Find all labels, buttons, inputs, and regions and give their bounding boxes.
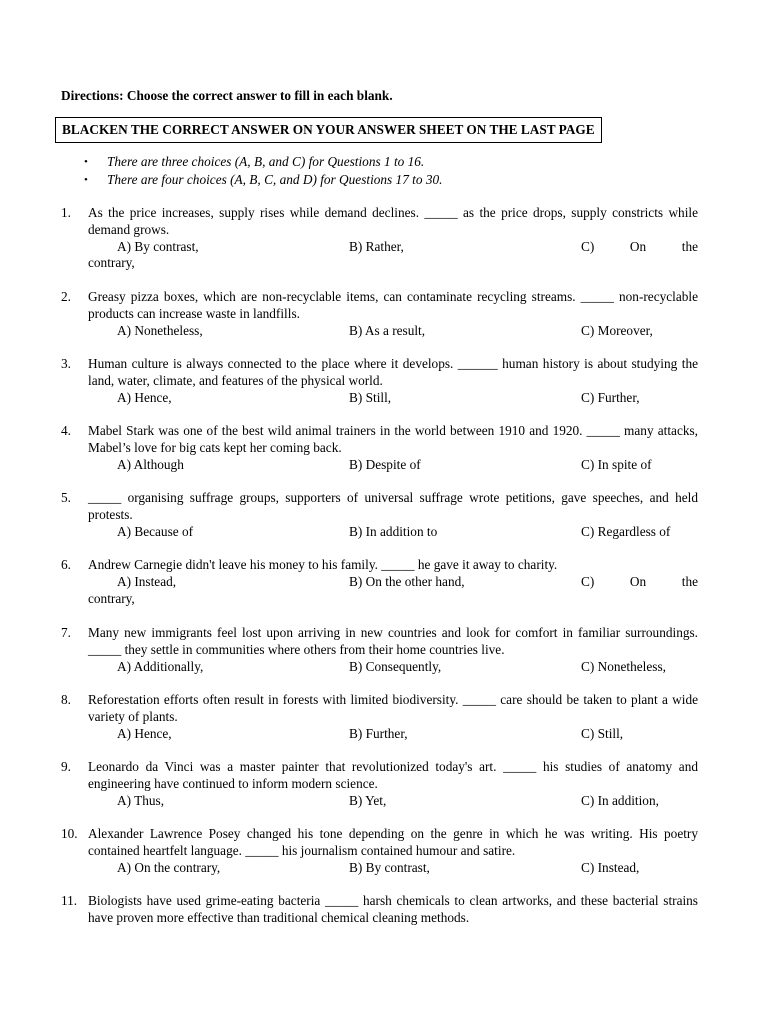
option-b[interactable]: B) Further, (349, 725, 408, 741)
option-c[interactable]: C) Instead, (581, 859, 640, 875)
option-a[interactable]: A) Thus, (117, 792, 165, 808)
question-stem: Alexander Lawrence Posey changed his tone depending on the genre in which he was writing. His poetry contained heartfelt language. _____ his journalism contained humour and satire. (88, 826, 698, 858)
instruction-item (84, 172, 442, 190)
answer-options (88, 726, 698, 743)
question-stem: Andrew Carnegie didn't leave his money to his family. _____ he gave it away to charity. (88, 557, 558, 572)
instruction-text: There are four choices (A, B, C, and D) for Questions 17 to 30. (107, 171, 443, 187)
question-5 (61, 490, 698, 540)
answer-options (88, 390, 698, 407)
question-stem: Reforestation efforts often result in forests with limited biodiversity. _____ care should be taken to plant a wide variety of plants. (88, 692, 698, 724)
option-a[interactable]: A) Although (117, 456, 184, 472)
option-c[interactable]: C) In addition, (581, 792, 659, 808)
instruction-text: There are three choices (A, B, and C) for Questions 1 to 16. (107, 154, 425, 169)
option-b[interactable]: B) Despite of (349, 456, 421, 472)
question-1 (61, 205, 698, 272)
option-c-part: C) (581, 573, 595, 589)
option-b[interactable]: B) By contrast, (349, 859, 430, 875)
answer-options (88, 457, 698, 474)
question-stem: Biologists have used grime-eating bacteria _____ harsh chemicals to clean artworks, and these bacterial strains have proven more effective than traditional chemical cleaning methods. (88, 893, 698, 925)
option-c-part: the (681, 238, 698, 254)
option-b[interactable]: B) As a result, (349, 322, 426, 338)
question-number: 11. (61, 893, 78, 908)
directions-heading: Directions: Choose the correct answer to fill in each blank. (61, 88, 393, 103)
option-b[interactable]: B) In addition to (349, 523, 438, 539)
question-3 (61, 356, 698, 406)
question-number: 3. (61, 356, 71, 371)
question-6 (61, 557, 698, 607)
option-c[interactable]: C) Moreover, (581, 322, 653, 338)
option-c[interactable]: C) In spite of (581, 456, 652, 472)
option-a[interactable]: A) Hence, (117, 725, 172, 741)
question-2 (61, 289, 698, 339)
question-9 (61, 759, 698, 809)
question-stem: _____ organising suffrage groups, supporters of universal suffrage wrote petitions, gave speeches, and held protests. (88, 490, 698, 522)
option-a[interactable]: A) On the contrary, (117, 859, 221, 875)
bullet-icon: • (84, 156, 88, 168)
answer-options (88, 659, 698, 676)
question-stem: Leonardo da Vinci was a master painter that revolutionized today's art. _____ his studies of anatomy and engineering have continued to inform modern science. (88, 759, 698, 791)
option-c-part: On (629, 238, 647, 254)
question-stem: Many new immigrants feel lost upon arriving in new countries and look for comfort in familiar surroundings. _____ they settle in communities where others from their home countries live. (88, 625, 698, 657)
option-a[interactable]: A) Nonetheless, (117, 322, 203, 338)
question-stem: Greasy pizza boxes, which are non-recyclable items, can contaminate recycling streams. _____ non-recyclable products can increase waste in landfills. (88, 289, 698, 321)
option-b[interactable]: B) Consequently, (349, 658, 442, 674)
option-c[interactable]: C) Nonetheless, (581, 658, 666, 674)
option-a[interactable]: A) Instead, (117, 573, 177, 589)
question-stem: Mabel Stark was one of the best wild animal trainers in the world between 1910 and 1920. _____ many attacks, Mabel’s love for big cats kept her coming back. (88, 423, 698, 455)
question-4 (61, 423, 698, 473)
answer-options (88, 793, 698, 810)
question-number: 2. (61, 289, 71, 304)
option-c-part: C) (581, 238, 595, 254)
option-b[interactable]: B) Still, (349, 389, 392, 405)
option-c[interactable]: C) Still, (581, 725, 624, 741)
option-c[interactable]: C) Further, (581, 389, 640, 405)
question-number: 9. (61, 759, 71, 774)
answer-sheet-banner: BLACKEN THE CORRECT ANSWER ON YOUR ANSWER SHEET ON THE LAST PAGE (55, 117, 602, 143)
instruction-list (84, 154, 442, 189)
answer-options (88, 524, 698, 541)
question-number: 10. (61, 826, 78, 841)
option-c-part: the (681, 573, 698, 589)
question-number: 8. (61, 692, 71, 707)
answer-options (88, 239, 698, 256)
question-number: 7. (61, 625, 71, 640)
instruction-item (84, 154, 442, 172)
question-stem: Human culture is always connected to the place where it develops. ______ human history is about studying the land, water, climate, and features of the physical world. (88, 356, 698, 388)
option-c[interactable] (581, 574, 698, 591)
option-c-continuation: contrary, (88, 590, 135, 606)
question-10 (61, 826, 698, 876)
question-stem: As the price increases, supply rises while demand declines. _____ as the price drops, supply constricts while demand grows. (88, 205, 698, 237)
question-7 (61, 625, 698, 675)
option-b[interactable]: B) Yet, (349, 792, 387, 808)
question-number: 1. (61, 205, 71, 220)
option-b[interactable]: B) Rather, (349, 238, 404, 254)
option-a[interactable]: A) Hence, (117, 389, 172, 405)
answer-options (88, 323, 698, 340)
option-b[interactable]: B) On the other hand, (349, 573, 465, 589)
question-number: 6. (61, 557, 71, 572)
answer-options (88, 860, 698, 877)
option-c[interactable]: C) Regardless of (581, 523, 671, 539)
option-a[interactable]: A) By contrast, (117, 238, 199, 254)
option-a[interactable]: A) Additionally, (117, 658, 204, 674)
answer-options (88, 574, 698, 591)
option-c-continuation: contrary, (88, 255, 135, 271)
option-c-part: On (629, 573, 647, 589)
option-c[interactable] (581, 239, 698, 256)
option-a[interactable]: A) Because of (117, 523, 194, 539)
question-11 (61, 893, 698, 927)
question-number: 4. (61, 423, 71, 438)
bullet-icon: • (84, 173, 88, 186)
question-8 (61, 692, 698, 742)
question-number: 5. (61, 490, 71, 505)
